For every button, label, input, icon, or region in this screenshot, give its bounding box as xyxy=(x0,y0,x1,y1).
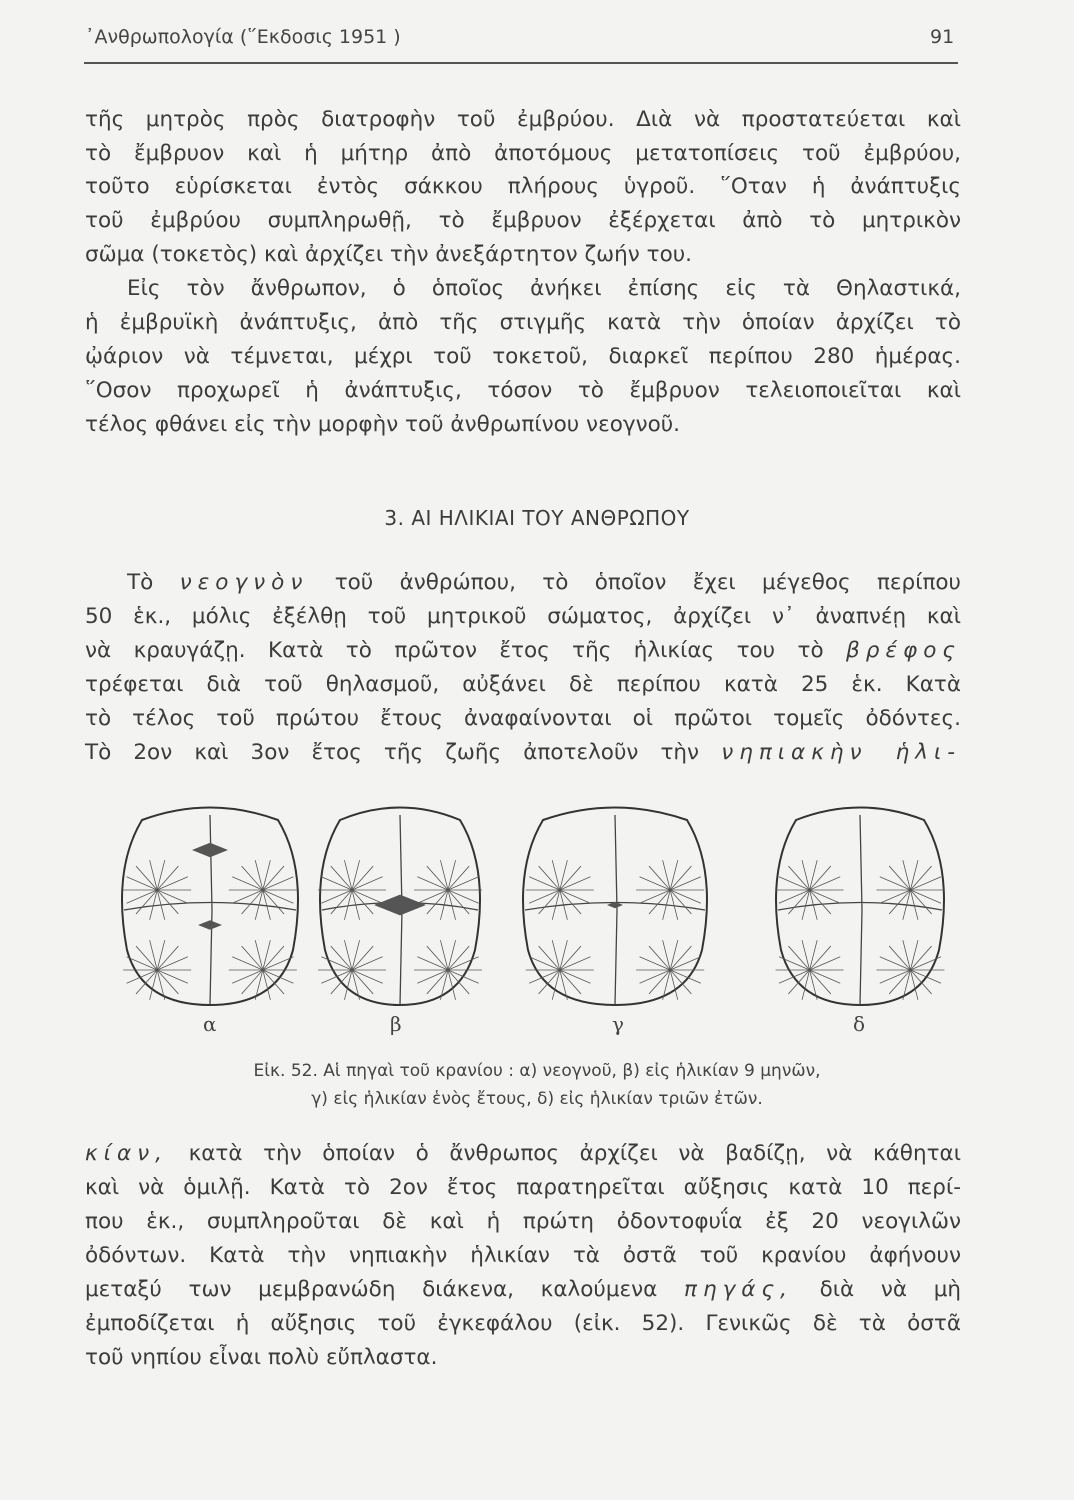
text-segment: διὰ νὰ μὴ xyxy=(819,1277,962,1302)
skull-gamma xyxy=(523,808,707,1006)
text-line: ἐμποδίζεται ἡ αὔξησις τοῦ ἐγκεφάλου (εἰκ. 52). Γενικῶς δὲ τὰ ὀστᾶ xyxy=(85,1311,961,1336)
text-line: τὸ τέλος τοῦ πρώτου ἔτους ἀναφαίνονται οἱ πρῶτοι τομεῖς ὀδόντες. xyxy=(85,706,961,731)
text-line: τῆς μητρὸς πρὸς διατροφὴν τοῦ ἐμβρύου. Διὰ νὰ προστατεύεται καὶ xyxy=(85,107,961,132)
text-line xyxy=(85,1275,961,1305)
text-line: Εἰς τὸν ἄνθρωπον, ὁ ὁποῖος ἀνήκει ἐπίσης εἰς τὰ Θηλαστικά, xyxy=(127,276,961,301)
text-line: τὸ ἔμβρυον καὶ ἡ μήτηρ ἀπὸ ἀποτόμους μετατοπίσεις τοῦ ἐμβρύου, xyxy=(85,141,961,166)
skull-beta xyxy=(318,808,482,1006)
page-number: 91 xyxy=(930,26,955,48)
text-segment: τοῦ ἀνθρώπου, τὸ ὁποῖον ἔχει μέγεθος περίπου xyxy=(334,570,962,595)
text-line: καὶ νὰ ὁμιλῇ. Κατὰ τὸ 2ον ἔτος παρατηρεῖται αὔξησις κατὰ 10 περί- xyxy=(85,1175,961,1200)
text-segment: κατὰ τὴν ὁποίαν ὁ ἄνθρωπος ἀρχίζει νὰ βαδίζῃ, νὰ κάθηται xyxy=(188,1141,961,1166)
text-segment: νὰ κραυγάζῃ. Κατὰ τὸ πρῶτον ἔτος τῆς ἡλικίας του τὸ xyxy=(85,638,824,663)
text-line: 50 ἑκ., μόλις ἐξέλθῃ τοῦ μητρικοῦ σώματος, ἀρχίζει ν᾿ ἀναπνέῃ καὶ xyxy=(85,604,961,629)
skull-fontanelles-figure xyxy=(100,800,980,1040)
text-line: ᾠάριον νὰ τέμνεται, μέχρι τοῦ τοκετοῦ, διαρκεῖ περίπου 280 ἡμέρας. xyxy=(85,344,961,369)
text-line: ἡ ἐμβρυϊκὴ ἀνάπτυξις, ἀπὸ τῆς στιγμῆς κατὰ τὴν ὁποίαν ἀρχίζει τὸ xyxy=(85,310,961,335)
figure-caption-line-2: γ) εἰς ἡλικίαν ἑνὸς ἔτους, δ) εἰς ἡλικίαν τριῶν ἐτῶν. xyxy=(311,1089,763,1109)
text-line: τέλος φθάνει εἰς τὴν μορφὴν τοῦ ἀνθρωπίνου νεογνοῦ. xyxy=(85,412,681,437)
figure-label-gamma: γ xyxy=(612,1012,624,1036)
figure-label-alpha: α xyxy=(203,1012,217,1036)
section-heading: 3. ΑΙ ΗΛΙΚΙΑΙ ΤΟΥ ΑΝΘΡΩΠΟΥ xyxy=(384,506,690,530)
text-segment: Τὸ xyxy=(127,570,154,595)
figure-label-delta: δ xyxy=(853,1012,866,1036)
text-line xyxy=(85,1139,961,1169)
text-line: ὀδόντων. Κατὰ τὴν νηπιακὴν ἡλικίαν τὰ ὀστᾶ τοῦ κρανίου ἀφήνουν xyxy=(85,1243,961,1268)
text-line: σῶμα (τοκετὸς) καὶ ἀρχίζει τὴν ἀνεξάρτητον ζωήν του. xyxy=(85,242,693,267)
figure-label-beta: β xyxy=(390,1012,402,1036)
skull-delta xyxy=(776,808,945,1006)
text-line: τρέφεται διὰ τοῦ θηλασμοῦ, αὐξάνει δὲ περίπου κατὰ 25 ἑκ. Κατὰ xyxy=(85,672,961,697)
emphasized-term: βρέφος xyxy=(846,638,961,663)
emphasized-term: πηγάς, xyxy=(684,1277,793,1302)
running-header-title: ᾿Ανθρωπολογία (῞Εκδοσις 1951 ) xyxy=(85,26,401,48)
text-line: τοῦ ἐμβρύου συμπληρωθῇ, τὸ ἔμβρυον ἐξέρχεται ἀπὸ τὸ μητρικὸν xyxy=(85,208,961,233)
text-line xyxy=(85,738,961,768)
text-line: τοῦτο εὑρίσκεται ἐντὸς σάκκου πλήρους ὑγροῦ. ῞Οταν ἡ ἀνάπτυξις xyxy=(85,174,961,199)
emphasized-term: νηπιακὴν ἡλι- xyxy=(721,740,962,765)
text-line: τοῦ νηπίου εἶναι πολὺ εὔπλαστα. xyxy=(85,1345,438,1370)
skull-alpha xyxy=(122,808,298,1006)
emphasized-term: κίαν, xyxy=(85,1141,168,1166)
text-line xyxy=(85,636,961,666)
header-rule xyxy=(84,62,958,64)
figure-caption-line-1: Εἰκ. 52. Αἱ πηγαὶ τοῦ κρανίου : α) νεογνοῦ, β) εἰς ἡλικίαν 9 μηνῶν, xyxy=(253,1061,821,1081)
text-segment: Τὸ 2ον καὶ 3ον ἔτος τῆς ζωῆς ἀποτελοῦν τὴν xyxy=(85,740,700,765)
emphasized-term: νεογνὸν xyxy=(179,570,309,595)
text-line: που ἑκ., συμπληροῦται δὲ καὶ ἡ πρώτη ὀδοντοφυΐα ἐξ 20 νεογιλῶν xyxy=(85,1209,961,1234)
text-line: ῞Οσον προχωρεῖ ἡ ἀνάπτυξις, τόσον τὸ ἔμβρυον τελειοποιεῖται καὶ xyxy=(85,378,961,403)
text-line xyxy=(127,568,961,598)
text-segment: μεταξύ των μεμβρανώδη διάκενα, καλούμενα xyxy=(85,1277,658,1302)
